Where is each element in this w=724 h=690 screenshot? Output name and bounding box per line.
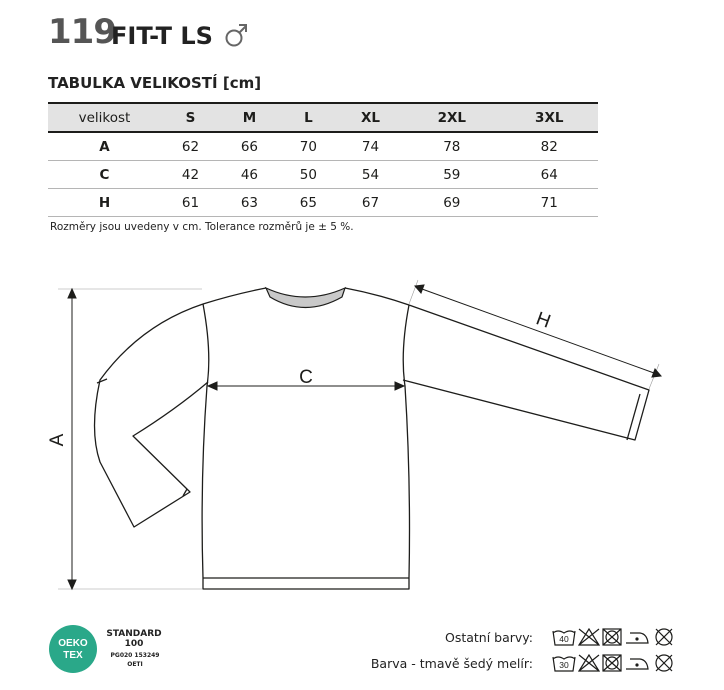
product-name: FIT-T LS (111, 22, 213, 50)
no-dry-clean-icon (656, 629, 672, 645)
dimension-h-label: H (533, 308, 554, 333)
no-bleach-icon (579, 629, 599, 645)
header-cell: XL (360, 109, 380, 126)
size-table-title: TABULKA VELIKOSTÍ [cm] (48, 74, 262, 92)
certificate-code: PG020 153249 (110, 652, 160, 659)
shirt-outline (95, 288, 650, 589)
table-cell: 59 (443, 166, 461, 183)
oeko-tex-logo (48, 624, 98, 674)
table-cell: 61 (181, 194, 200, 211)
dimension-c-label: C (299, 367, 313, 388)
table-cell: 42 (181, 166, 200, 183)
male-symbol-icon (224, 20, 250, 50)
row-label: H (98, 194, 111, 211)
header-cell: 3XL (535, 109, 564, 126)
dimension-a-line (58, 289, 202, 589)
table-cell: 62 (181, 138, 200, 155)
standard-number: 100 (124, 639, 144, 649)
tex-logo-text: TEX (63, 650, 83, 661)
shirt-diagram (0, 250, 724, 610)
iron-low-icon (626, 633, 648, 643)
iron-low-icon (626, 659, 648, 669)
wash-temperature: 40 (559, 634, 569, 644)
care-symbols-grey (552, 652, 682, 674)
table-cell: 67 (361, 194, 380, 211)
header-cell: S (185, 109, 196, 126)
table-cell: 63 (240, 194, 259, 211)
header-cell: L (304, 109, 313, 126)
wash-temperature: 30 (559, 660, 569, 670)
oeko-logo-text: OEKO (58, 638, 88, 649)
table-cell: 65 (299, 194, 317, 211)
collar (266, 288, 345, 308)
care-label-other-colors: Ostatní barvy: (444, 630, 533, 645)
header-cell: velikost (78, 109, 131, 126)
table-cell: 74 (361, 138, 380, 155)
size-table (48, 102, 598, 217)
table-row (48, 161, 598, 189)
care-symbols-other-colors (552, 626, 682, 648)
table-cell: 46 (240, 166, 259, 183)
table-cell: 64 (540, 166, 558, 183)
table-cell: 66 (240, 138, 259, 155)
header-cell: 2XL (437, 109, 466, 126)
table-cell: 71 (540, 194, 558, 211)
header-cell: M (242, 109, 257, 126)
row-label: A (99, 138, 110, 155)
no-tumble-dry-icon (603, 629, 621, 645)
certificate-institute: OETI (127, 661, 143, 668)
table-cell: 78 (443, 138, 461, 155)
care-label-grey: Barva - tmavě šedý melír: (370, 656, 533, 671)
table-cell: 54 (361, 166, 380, 183)
table-cell: 69 (443, 194, 461, 211)
table-cell: 70 (299, 138, 317, 155)
dimension-h-line (409, 280, 661, 389)
table-row (48, 132, 598, 161)
table-header-row (48, 103, 598, 132)
product-code: 119 (48, 12, 116, 52)
table-row (48, 189, 598, 217)
table-cell: 82 (540, 138, 558, 155)
no-tumble-dry-icon (603, 655, 621, 671)
tolerance-note: Rozměry jsou uvedeny v cm. Tolerance rozměrů je ± 5 %. (50, 221, 354, 233)
no-bleach-icon (579, 655, 599, 671)
standard-title: STANDARD (106, 629, 162, 639)
table-cell: 50 (299, 166, 317, 183)
row-label: C (99, 166, 110, 183)
dimension-a-label: A (47, 433, 69, 447)
no-dry-clean-icon (656, 655, 672, 671)
